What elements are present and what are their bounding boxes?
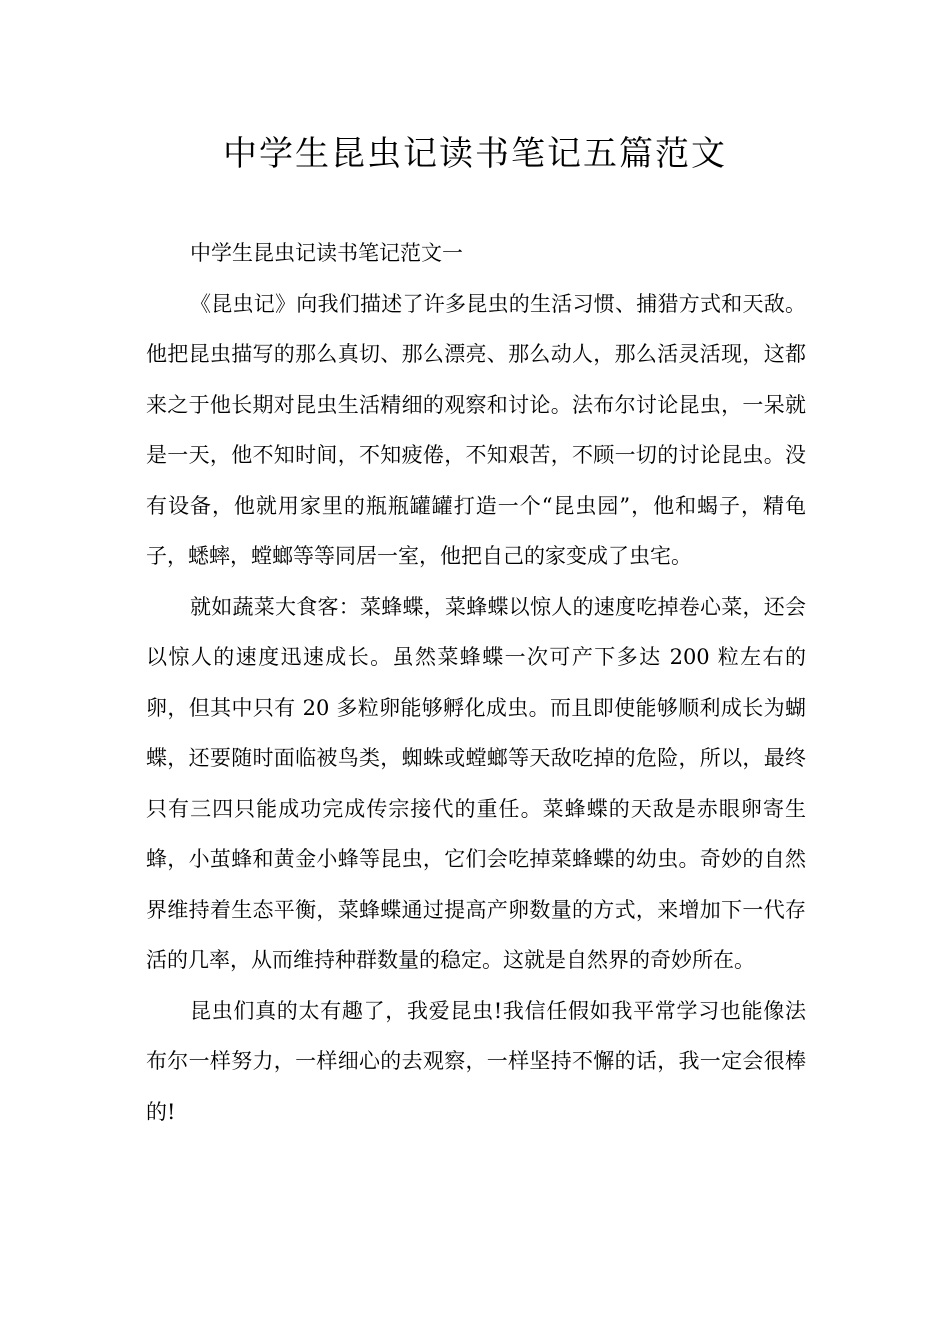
paragraph: 就如蔬菜大食客：菜蜂蝶，菜蜂蝶以惊人的速度吃掉卷心菜，还会以惊人的速度迅速成长。虽然菜蜂蝶一次可产下多达 200 粒左右的卵，但其中只有 20 多粒卵能够孵化成虫。而且即使能够顺利成长为蝴蝶，还要随时面临被鸟类，蜘蛛或螳螂等天敌吃掉的危险，所以，最终只有三四只能成功完成传宗接代的重任。菜蜂蝶的天敌是赤眼卵寄生蜂，小茧蜂和黄金小蜂等昆虫，它们会吃掉菜蜂蝶的幼虫。奇妙的自然界维持着生态平衡，菜蜂蝶通过提高产卵数量的方式，来增加下一代存活的几率，从而维持种群数量的稳定。这就是自然界的奇妙所在。 bbox=[146, 594, 806, 972]
page-title: 中学生昆虫记读书笔记五篇范文 bbox=[223, 134, 727, 174]
section-heading: 中学生昆虫记读书笔记范文一 bbox=[190, 241, 463, 265]
document-body bbox=[146, 228, 806, 1137]
paragraph: 昆虫们真的太有趣了，我爱昆虫!我信任假如我平常学习也能像法布尔一样努力，一样细心的去观察，一样坚持不懈的话，我一定会很棒的! bbox=[146, 998, 806, 1124]
paragraph: 《昆虫记》向我们描述了许多昆虫的生活习惯、捕猎方式和天敌。他把昆虫描写的那么真切、那么漂亮、那么动人，那么活灵活现，这都来之于他长期对昆虫生活精细的观察和讨论。法布尔讨论昆虫，一呆就是一天，他不知时间，不知疲倦，不知艰苦，不顾一切的讨论昆虫。没有设备，他就用家里的瓶瓶罐罐打造一个“昆虫园”，他和蝎子，精龟子，蟋蟀，螳螂等等同居一室，他把自己的家变成了虫宅。 bbox=[146, 291, 806, 568]
